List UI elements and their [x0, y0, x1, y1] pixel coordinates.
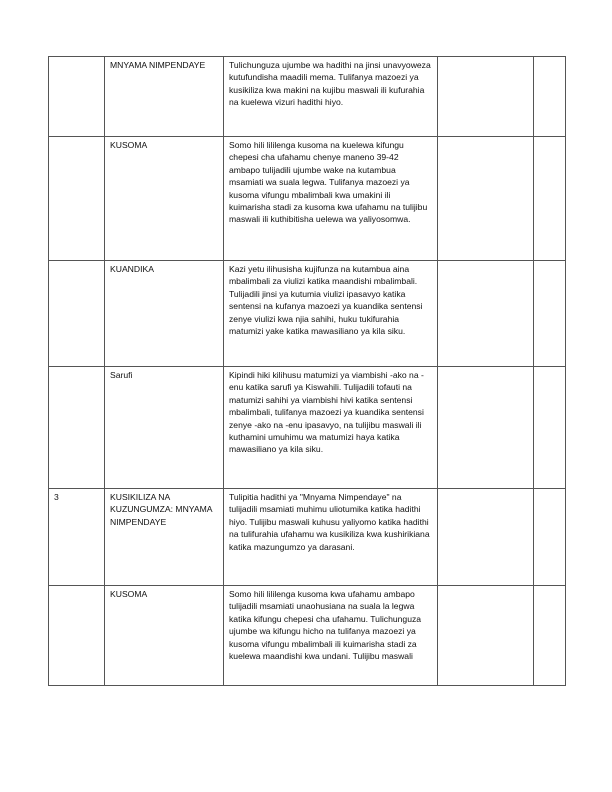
empty-cell: [438, 489, 534, 586]
table-row: [49, 489, 566, 586]
week-cell: 3: [49, 489, 105, 586]
topic-cell: KUSOMA: [105, 586, 224, 686]
empty-cell: [534, 137, 566, 261]
empty-cell: [534, 261, 566, 367]
week-cell: [49, 367, 105, 489]
topic-cell: MNYAMA NIMPENDAYE: [105, 57, 224, 137]
description-cell: Kipindi hiki kilihusu matumizi ya viambishi -ako na -enu katika sarufi ya Kiswahili. Tulijadili tofauti na matumizi sahihi ya viambishi hivi katika sentensi mbalimbali, tulifanya mazoezi ya kuandika sentensi zenye -ako na -enu ipasavyo, na tulijibu maswali ili kuthamini umuhimu wa matumizi haya katika mawasiliano ya kila siku.: [224, 367, 438, 489]
description-cell: Kazi yetu ilihusisha kujifunza na kutambua aina mbalimbali za viulizi katika maandishi mbalimbali. Tulijadili jinsi ya kutumia viulizi ipasavyo katika sentensi na kufanya mazoezi ya kuandika sentensi zenye viulizi kwa njia sahihi, huku tukifurahia matumizi yake katika mawasiliano ya kila siku.: [224, 261, 438, 367]
topic-cell: KUANDIKA: [105, 261, 224, 367]
description-cell: Tulipitia hadithi ya "Mnyama Nimpendaye" na tulijadili msamiati muhimu uliotumika katika hadithi hiyo. Tulijibu maswali kuhusu yaliyomo katika hadithi na tulifurahia ufahamu wa kusikiliza kwa kushirikiana katika mazungumzo ya darasani.: [224, 489, 438, 586]
week-cell: [49, 586, 105, 686]
table-row: [49, 137, 566, 261]
table-row: [49, 261, 566, 367]
empty-cell: [438, 586, 534, 686]
empty-cell: [534, 586, 566, 686]
table-row: [49, 586, 566, 686]
table-row: [49, 367, 566, 489]
empty-cell: [438, 367, 534, 489]
empty-cell: [438, 137, 534, 261]
table-row: [49, 57, 566, 137]
topic-cell: KUSIKILIZA NA KUZUNGUMZA: MNYAMA NIMPENDAYE: [105, 489, 224, 586]
topic-cell: KUSOMA: [105, 137, 224, 261]
week-cell: [49, 57, 105, 137]
empty-cell: [438, 57, 534, 137]
empty-cell: [534, 367, 566, 489]
empty-cell: [534, 489, 566, 586]
topic-cell: Sarufi: [105, 367, 224, 489]
week-cell: [49, 137, 105, 261]
empty-cell: [534, 57, 566, 137]
lesson-table: [48, 56, 566, 686]
description-cell: Tulichunguza ujumbe wa hadithi na jinsi unavyoweza kutufundisha maadili mema. Tulifanya mazoezi ya kusikiliza kwa makini na kujibu maswali ili kufurahia na kuelewa vizuri hadithi hiyo.: [224, 57, 438, 137]
empty-cell: [438, 261, 534, 367]
week-cell: [49, 261, 105, 367]
description-cell: Somo hili lililenga kusoma kwa ufahamu ambapo tulijadili msamiati unaohusiana na suala la legwa katika kifungu chepesi cha ufahamu. Tulichunguza ujumbe wa kifungu hicho na tulifanya mazoezi ya kusoma vifungu mbalimbali ili kuimarisha stadi za kuelewa maandishi kwa undani. Tulijibu maswali: [224, 586, 438, 686]
description-cell: Somo hili lililenga kusoma na kuelewa kifungu chepesi cha ufahamu chenye maneno 39-42 ambapo tulijadili ujumbe wake na kutambua msamiati wa suala legwa. Tulifanya mazoezi ya kusoma vifungu mbalimbali kwa umakini ili kuimarisha stadi za kusoma kwa ufahamu na tulijibu maswali ili kuthibitisha uelewa wa yaliyosomwa.: [224, 137, 438, 261]
